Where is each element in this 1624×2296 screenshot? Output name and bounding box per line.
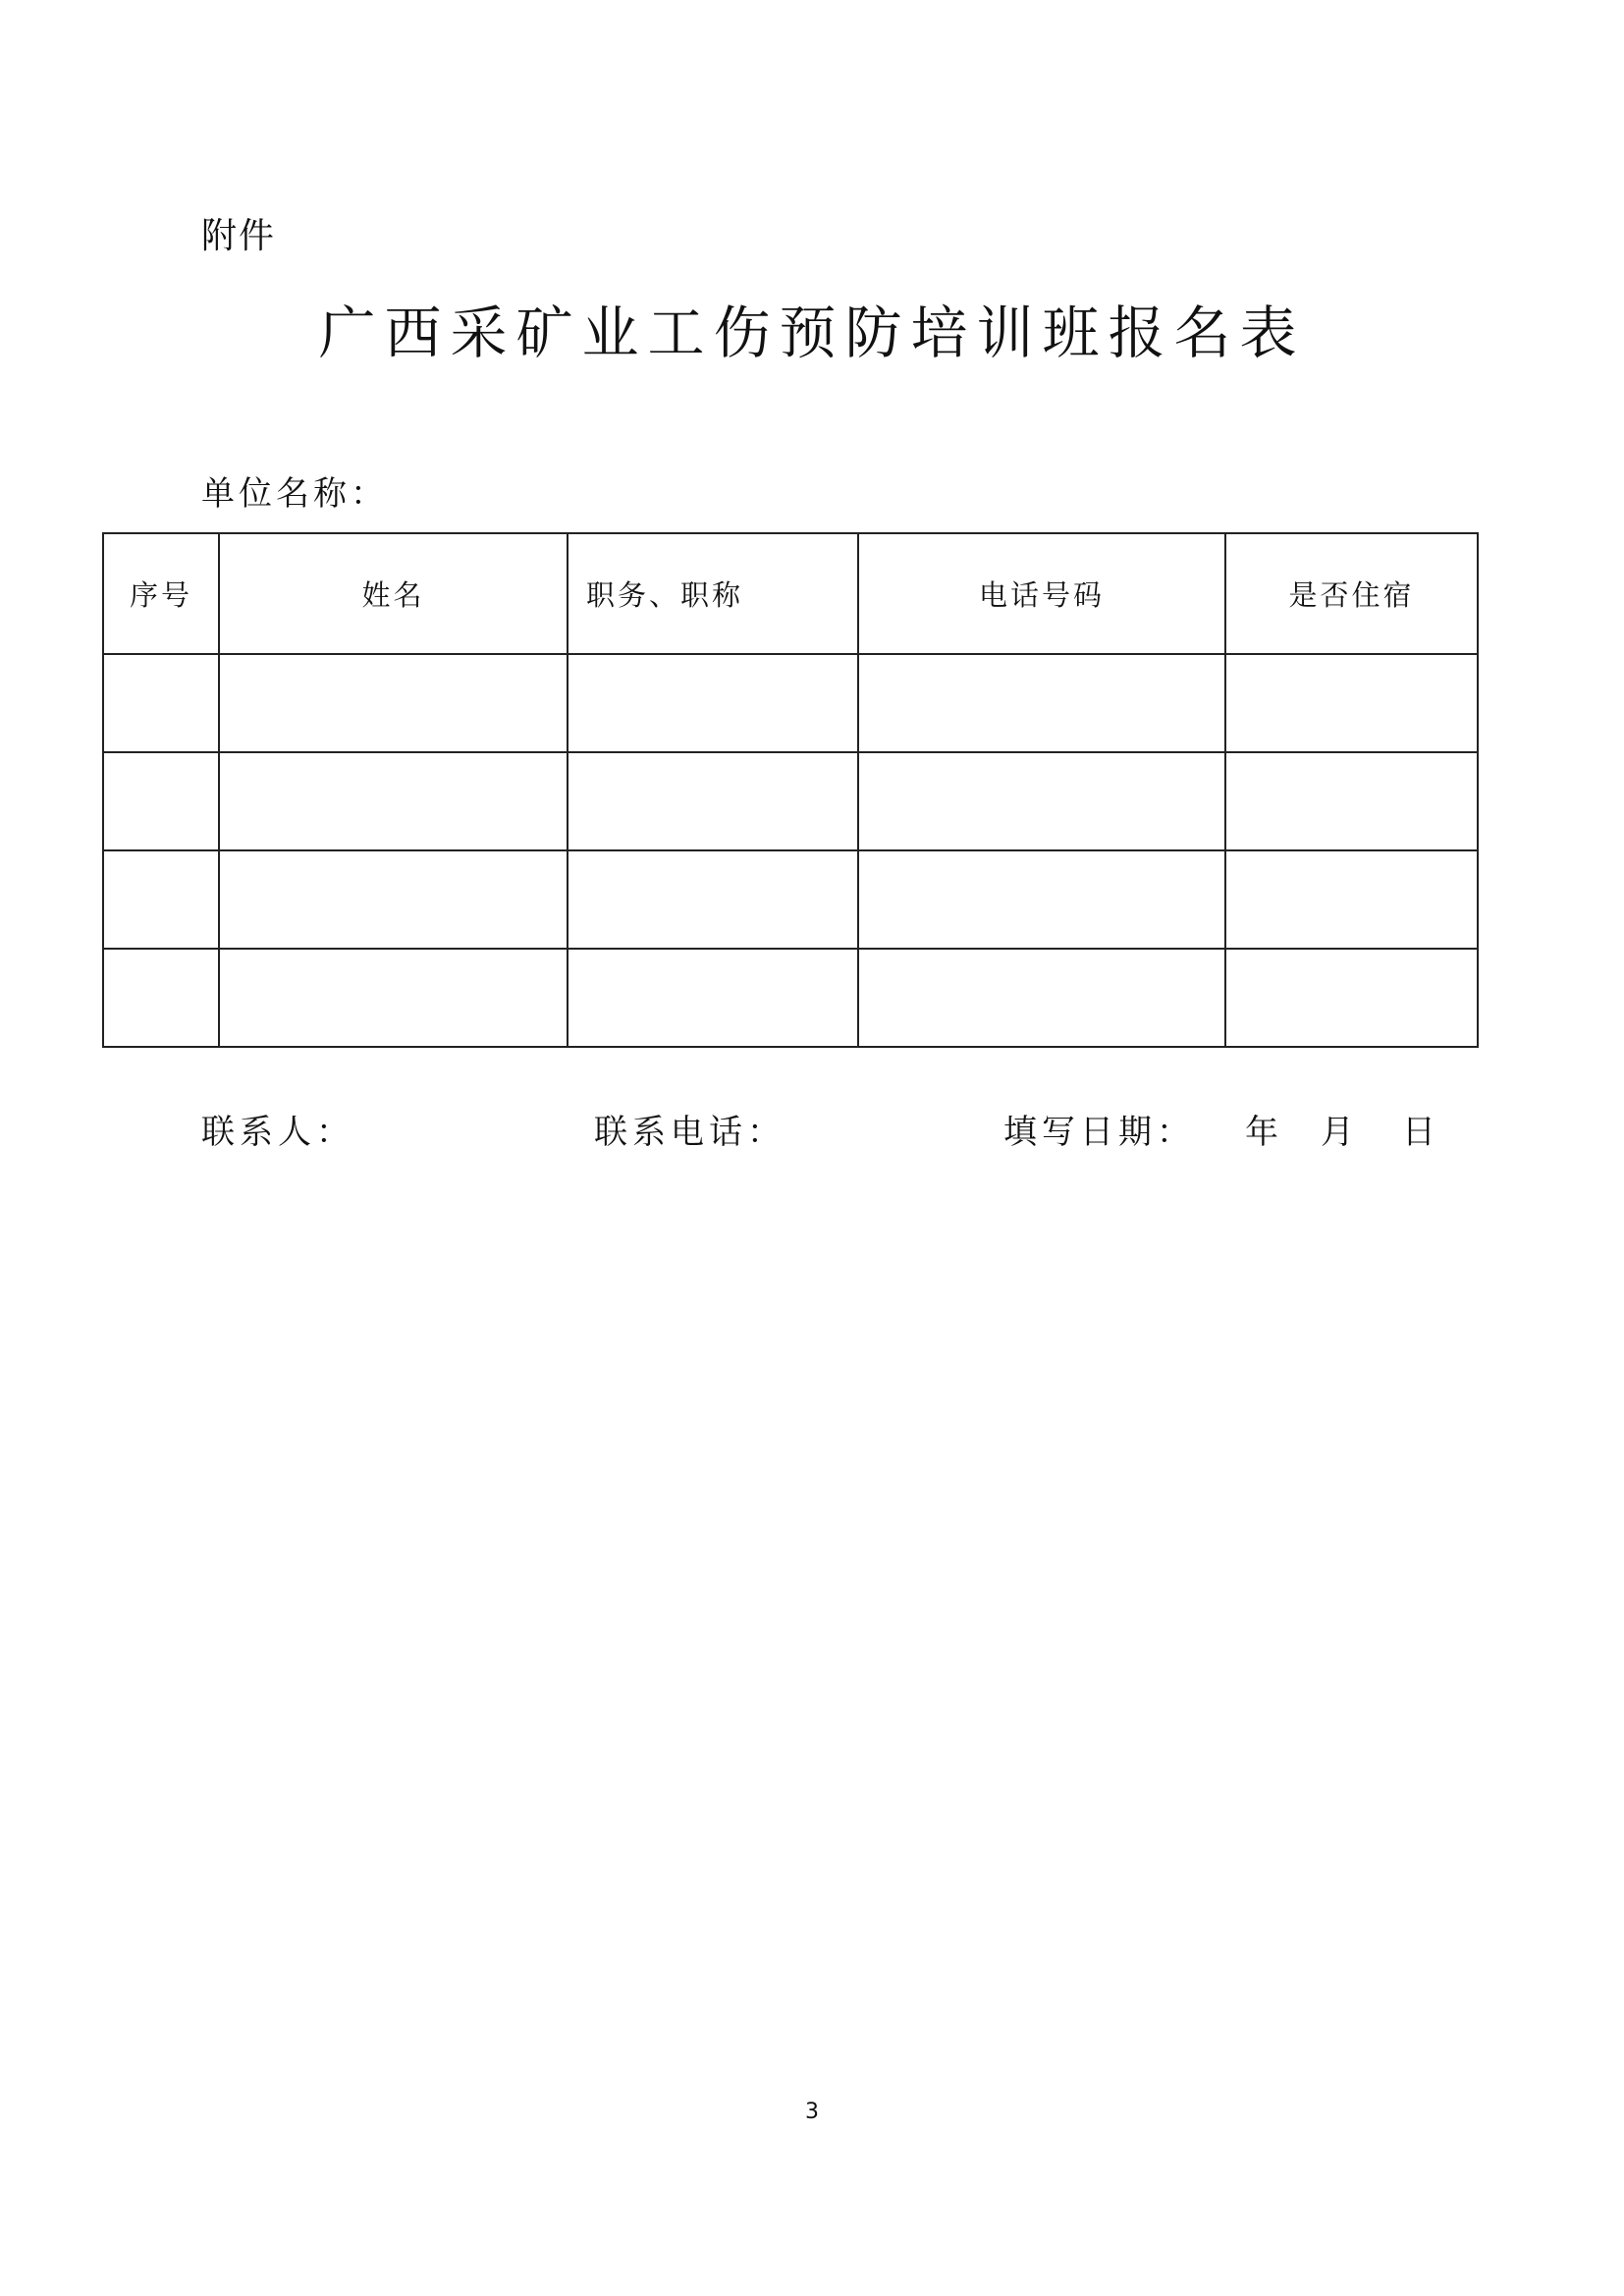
contact-phone-label: 联系电话：	[594, 1113, 785, 1152]
header-position-title: 职务、职称	[568, 533, 858, 654]
table-cell[interactable]	[103, 752, 219, 850]
table-cell[interactable]	[858, 752, 1225, 850]
header-serial-number: 序号	[103, 533, 219, 654]
table-cell[interactable]	[858, 949, 1225, 1047]
table-cell[interactable]	[1225, 752, 1478, 850]
fill-date-label: 填写日期：	[1003, 1113, 1195, 1152]
table-cell[interactable]	[219, 752, 568, 850]
date-year-label: 年	[1245, 1113, 1283, 1152]
table-row	[103, 850, 1478, 949]
contact-person-label: 联系人：	[201, 1113, 354, 1152]
table-cell[interactable]	[568, 949, 858, 1047]
table-cell[interactable]	[858, 850, 1225, 949]
header-phone-number: 电话号码	[858, 533, 1225, 654]
table-row	[103, 752, 1478, 850]
table-cell[interactable]	[1225, 654, 1478, 752]
table-cell[interactable]	[103, 949, 219, 1047]
table-cell[interactable]	[103, 654, 219, 752]
table-cell[interactable]	[1225, 949, 1478, 1047]
table-cell[interactable]	[858, 654, 1225, 752]
table-row	[103, 949, 1478, 1047]
table-cell[interactable]	[568, 850, 858, 949]
attachment-label: 附件	[201, 216, 277, 256]
date-month-label: 月	[1321, 1113, 1359, 1152]
registration-table	[102, 532, 1479, 1048]
table-cell[interactable]	[219, 654, 568, 752]
date-day-label: 日	[1402, 1113, 1440, 1152]
table-cell[interactable]	[103, 850, 219, 949]
header-name: 姓名	[219, 533, 568, 654]
page-title: 广西采矿业工伤预防培训班报名表	[318, 300, 1306, 366]
table-header-row	[103, 533, 1478, 654]
table-cell[interactable]	[568, 752, 858, 850]
table-cell[interactable]	[219, 949, 568, 1047]
table-cell[interactable]	[219, 850, 568, 949]
table-row	[103, 654, 1478, 752]
table-cell[interactable]	[568, 654, 858, 752]
table-cell[interactable]	[1225, 850, 1478, 949]
header-accommodation: 是否住宿	[1225, 533, 1478, 654]
page-number: 3	[805, 2100, 819, 2124]
organization-name-label: 单位名称：	[201, 474, 388, 514]
